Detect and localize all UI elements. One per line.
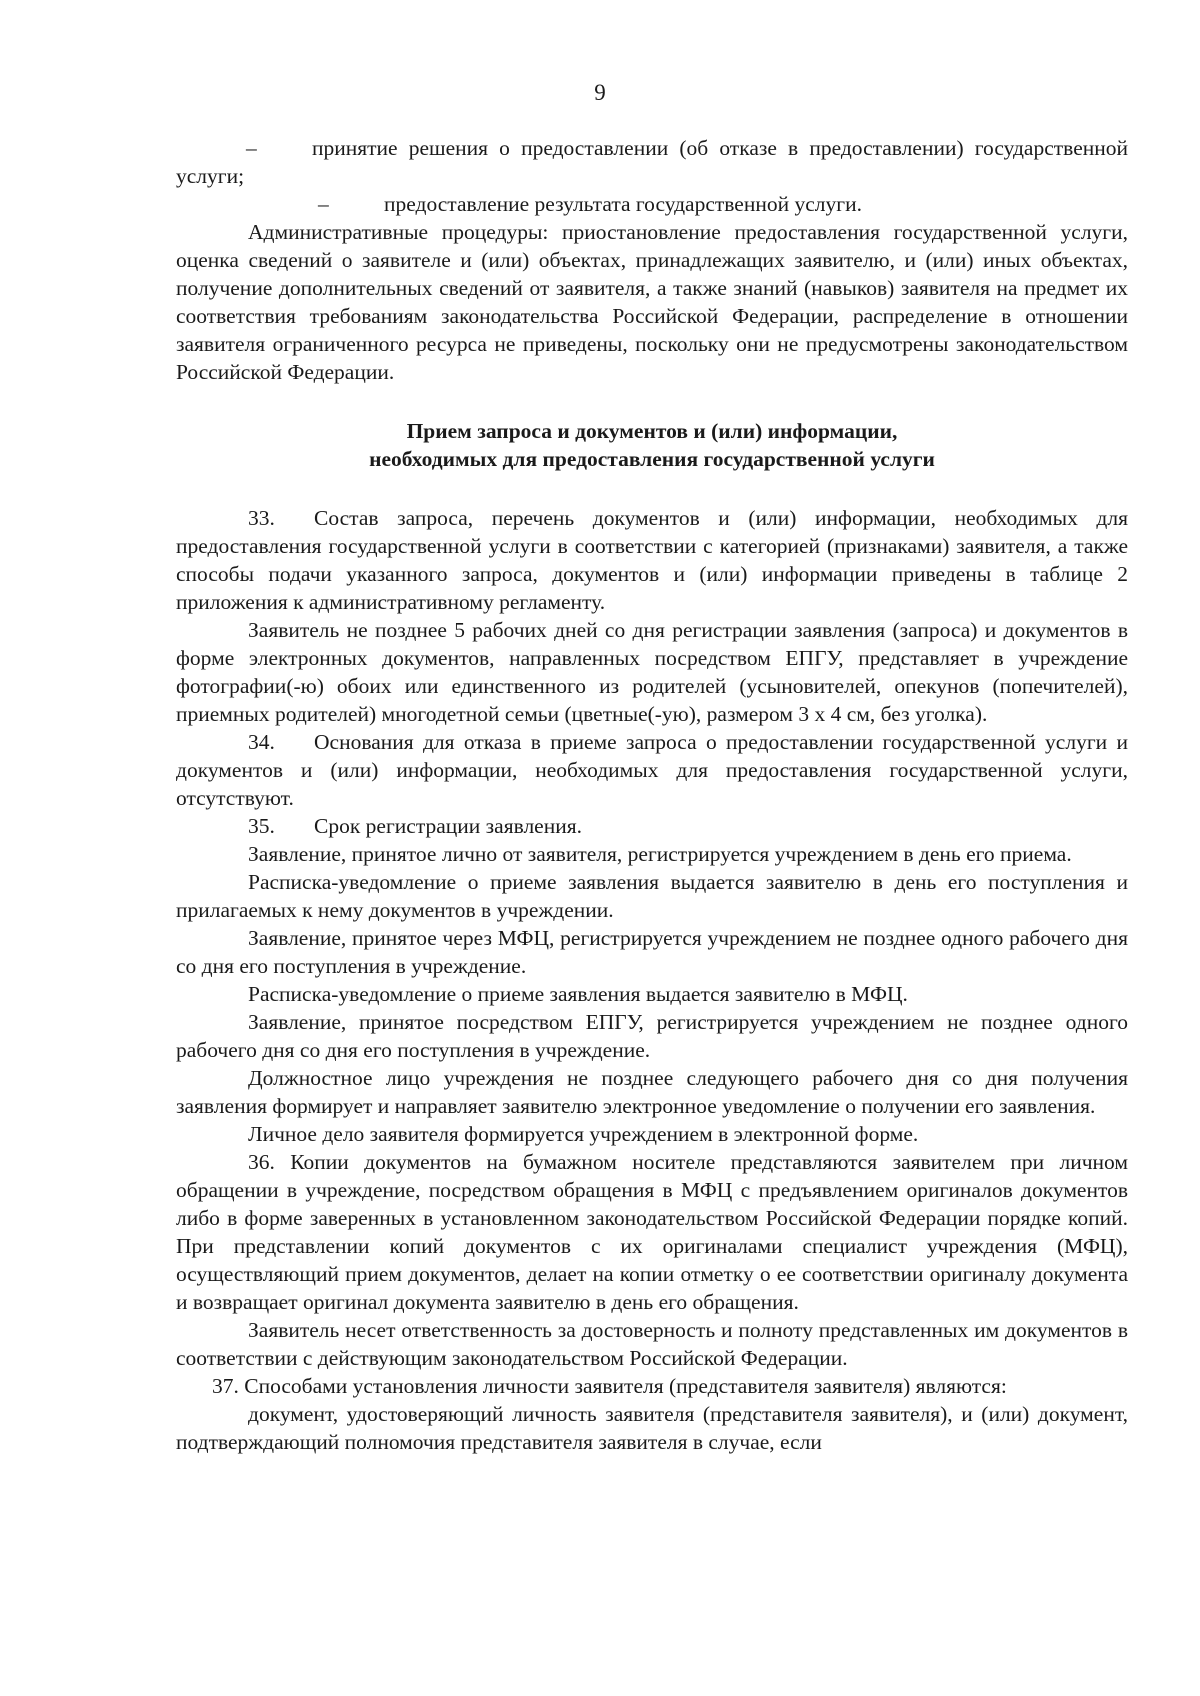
clause-36: 36. Копии документов на бумажном носителе представляются заявителем при личном обращении в учреждение, посредством обращения в МФЦ с предъявлением оригиналов документов либо в форме заверенных в установленном законодательством Российской Федерации порядке копий. При представлении копий документов с их оригиналами специалист учреждения (МФЦ), осуществляющий прием документов, делает на копии отметку о ее соответствии оригиналу документа и возвращает оригинал документа заявителю в день его обращения.	[176, 1150, 1128, 1314]
list-item	[176, 190, 1128, 218]
clause-text: Срок регистрации заявления.	[314, 814, 583, 838]
clause-text: Основания для отказа в приеме запроса о предоставлении государственной услуги и документов и (или) информации, необходимых для предоставления государственной услуги, отсутствуют.	[176, 730, 1128, 810]
clause-number: 33.	[248, 506, 275, 530]
clause-33	[176, 504, 1128, 616]
paragraph: Заявитель не позднее 5 рабочих дней со дня регистрации заявления (запроса) и документов в форме электронных документов, направленных посредством ЕПГУ, представляет в учреждение фотографии(-ю) обоих или единственного из родителей (усыновителей, опекунов (попечителей), приемных родителей) многодетной семьи (цветные(-ую), размером 3 х 4 см, без уголка).	[176, 618, 1128, 726]
document-body	[176, 134, 1128, 1456]
dash-marker: –	[246, 136, 257, 160]
paragraph: Заявитель несет ответственность за достоверность и полноту представленных им документов в соответствии с действующим законодательством Российской Федерации.	[176, 1318, 1128, 1370]
dash-marker: –	[318, 192, 329, 216]
paragraph-procedures: Административные процедуры: приостановление предоставления государственной услуги, оценка сведений о заявителе и (или) объектах, принадлежащих заявителю, и (или) иных объектах, получение дополнительных сведений от заявителя, а также знаний (навыков) заявителя на предмет их соответствия требованиям законодательства Российской Федерации, распределение в отношении заявителя ограниченного ресурса не приведены, поскольку они не предусмотрены законодательством Российской Федерации.	[176, 220, 1128, 384]
paragraph: Заявление, принятое лично от заявителя, регистрируется учреждением в день его приема.	[248, 842, 1072, 866]
section-heading-line: Прием запроса и документов и (или) информации,	[406, 419, 898, 443]
paragraph: Личное дело заявителя формируется учреждением в электронной форме.	[248, 1122, 919, 1146]
clause-number: 34.	[248, 730, 275, 754]
list-item-text: принятие решения о предоставлении (об отказе в предоставлении) государственной услуги;	[176, 136, 1128, 188]
paragraph: Расписка-уведомление о приеме заявления выдается заявителю в МФЦ.	[248, 982, 908, 1006]
clause-35	[176, 812, 1128, 840]
page-number: 9	[594, 80, 606, 105]
section-heading-line: необходимых для предоставления государственной услуги	[369, 447, 935, 471]
clause-number: 35.	[248, 814, 275, 838]
paragraph: Расписка-уведомление о приеме заявления выдается заявителю в день его поступления и прилагаемых к нему документов в учреждении.	[176, 870, 1128, 922]
list-item-text: предоставление результата государственной услуги.	[384, 192, 862, 216]
list-item	[176, 134, 1128, 190]
section-heading	[176, 417, 1128, 473]
paragraph: Должностное лицо учреждения не позднее следующего рабочего дня со дня получения заявления формирует и направляет заявителю электронное уведомление о получении его заявления.	[176, 1066, 1128, 1118]
clause-34	[176, 728, 1128, 812]
paragraph: Заявление, принятое через МФЦ, регистрируется учреждением не позднее одного рабочего дня со дня его поступления в учреждение.	[176, 926, 1128, 978]
paragraph: документ, удостоверяющий личность заявителя (представителя заявителя), и (или) документ, подтверждающий полномочия представителя заявителя в случае, если	[176, 1402, 1128, 1454]
paragraph: Заявление, принятое посредством ЕПГУ, регистрируется учреждением не позднее одного рабочего дня со дня его поступления в учреждение.	[176, 1010, 1128, 1062]
clause-text: Состав запроса, перечень документов и (или) информации, необходимых для предоставления государственной услуги в соответствии с категорией (признаками) заявителя, а также способы подачи указанного запроса, документов и (или) информации приведены в таблице 2 приложения к административному регламенту.	[176, 506, 1128, 614]
clause-37: 37. Способами установления личности заявителя (представителя заявителя) являются:	[212, 1374, 1007, 1398]
